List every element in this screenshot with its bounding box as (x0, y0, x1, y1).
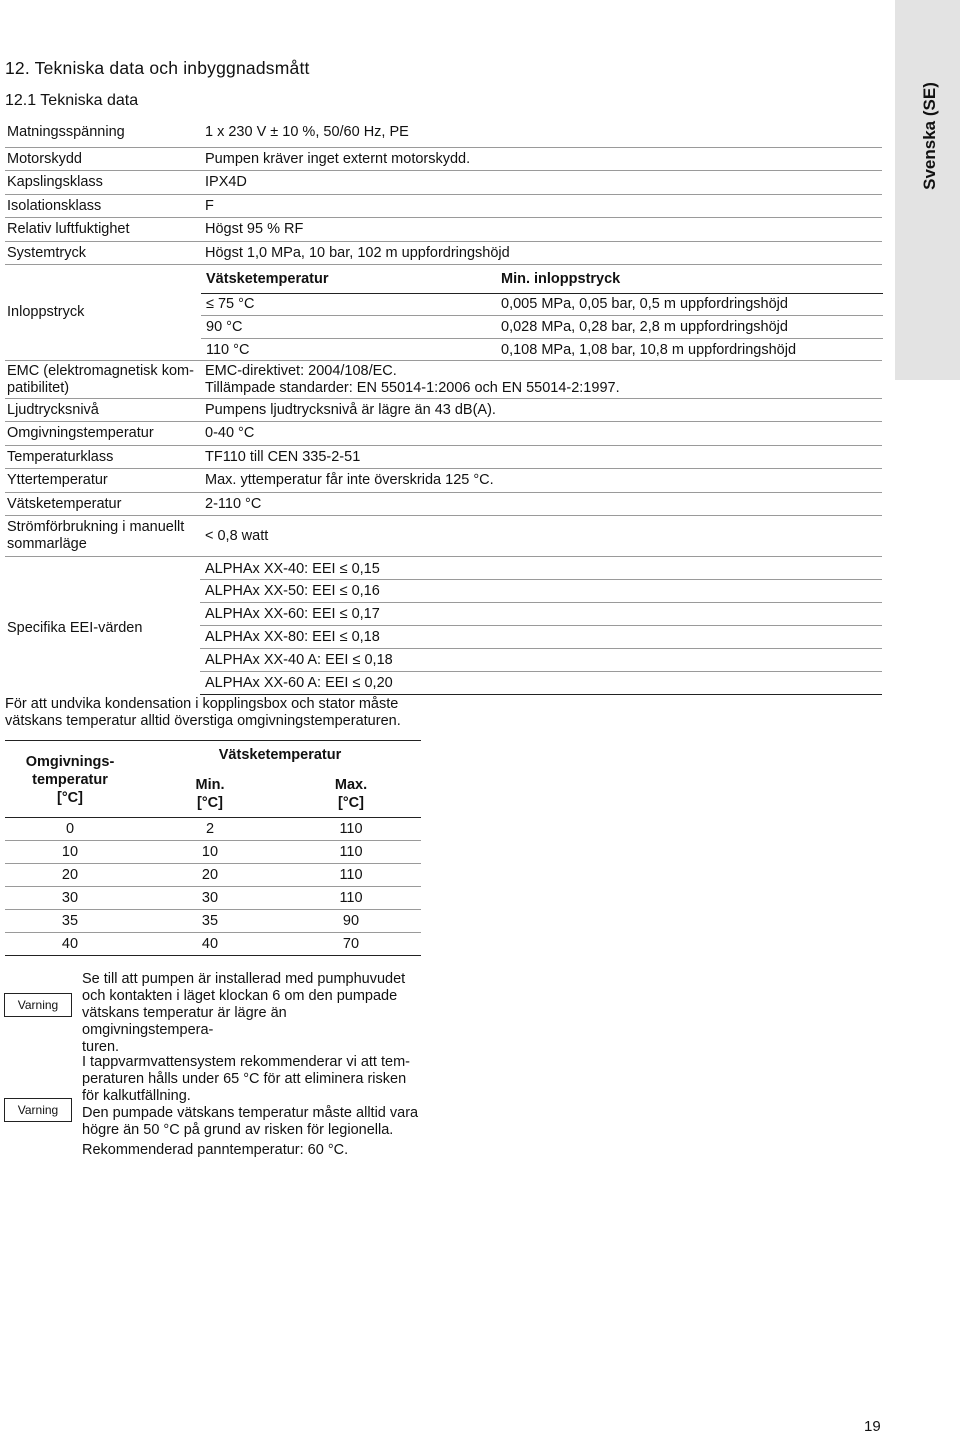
note-line: vätskans temperatur alltid överstiga omgivningstemperaturen. (5, 713, 401, 729)
max-cell: 110 (339, 890, 363, 906)
eei-row (200, 672, 882, 695)
spec-value: Tillämpade standarder: EN 55014-1:2006 och EN 55014-2:1997. (205, 380, 620, 396)
note-line: För att undvika kondensation i kopplingsbox och stator måste (5, 696, 399, 712)
spec-value: Max. yttemperatur får inte överskrida 125 °C. (205, 472, 494, 488)
spec-row-eei (5, 557, 882, 697)
spec-row-luftfukt (5, 218, 882, 242)
warning-line: I tappvarmvattensystem rekommenderar vi att tem- (82, 1054, 410, 1070)
page-number: 19 (864, 1418, 881, 1435)
warning-text (82, 1054, 422, 1159)
spec-row-strom (5, 516, 882, 557)
spec-row-tempklass (5, 446, 882, 469)
eei-value: ALPHAx XX-40 A: EEI ≤ 0,18 (205, 652, 393, 668)
spec-value: Pumpen kräver inget externt motorskydd. (205, 151, 471, 167)
warning-line: Rekommenderad panntemperatur: 60 °C. (82, 1142, 349, 1158)
header-text: [°C] (338, 795, 364, 811)
min-cell: 2 (205, 821, 215, 837)
min-cell: 20 (201, 867, 219, 883)
eei-list (200, 557, 882, 695)
spec-value: Högst 95 % RF (205, 221, 304, 237)
warning-line: och kontakten i läget klockan 6 om den pumpade (82, 988, 398, 1004)
spec-label: Specifika EEI-värden (7, 620, 143, 636)
min-cell: 30 (201, 890, 219, 906)
eei-value: ALPHAx XX-80: EEI ≤ 0,18 (205, 629, 380, 645)
spec-label: EMC (elektromagnetisk kom- (7, 363, 194, 379)
spec-label: sommarläge (7, 536, 87, 552)
spec-label: Ljudtrycksnivå (7, 402, 99, 418)
spec-label: Isolationsklass (7, 198, 102, 214)
eei-value: ALPHAx XX-60 A: EEI ≤ 0,20 (205, 675, 393, 691)
spec-row-ytter (5, 469, 882, 493)
section-heading: 12. Tekniska data och inbyggnadsmått (5, 58, 310, 78)
eei-row (200, 649, 882, 672)
condensation-note (5, 696, 401, 730)
eei-row (200, 603, 882, 626)
spec-row-matning (5, 124, 882, 148)
min-cell: 40 (201, 936, 219, 952)
min-cell: 10 (201, 844, 219, 860)
warning-line: Den pumpade vätskans temperatur måste alltid vara (82, 1105, 419, 1121)
spec-row-vatske (5, 493, 882, 516)
table-row (5, 933, 421, 956)
inlet-pressure: 0,005 MPa, 0,05 bar, 0,5 m uppfordringshöjd (501, 296, 788, 312)
inlet-col-pressure-header: Min. inloppstryck (501, 271, 621, 287)
spec-label: Kapslingsklass (7, 174, 103, 190)
warning-label-box: Varning (4, 1098, 72, 1122)
ambient-cell: 30 (61, 890, 79, 906)
subsection-heading: 12.1 Tekniska data (5, 92, 139, 109)
spec-label: Vätsketemperatur (7, 496, 122, 512)
warning-text (82, 971, 422, 1056)
header-text: Omgivnings- (25, 754, 115, 770)
spec-row-systemtryck (5, 242, 882, 265)
language-sidebar (895, 0, 960, 380)
spec-value: EMC-direktivet: 2004/108/EC. (205, 363, 397, 379)
max-cell: 70 (342, 936, 360, 952)
spec-label: Temperaturklass (7, 449, 114, 465)
liquid-temp-group-header: Vätsketemperatur (218, 747, 342, 763)
spec-row-emc (5, 361, 882, 399)
eei-row (200, 580, 882, 603)
spec-value: < 0,8 watt (205, 528, 269, 544)
language-label: Svenska (SE) (920, 82, 939, 190)
eei-value: ALPHAx XX-60: EEI ≤ 0,17 (205, 606, 380, 622)
spec-label: patibilitet) (7, 380, 70, 396)
header-text: Min. (195, 777, 225, 793)
spec-value: 1 x 230 V ± 10 %, 50/60 Hz, PE (205, 124, 409, 140)
eei-row (200, 626, 882, 649)
spec-label: Systemtryck (7, 245, 86, 261)
inlet-temp: 90 °C (206, 319, 243, 335)
spec-label: Yttertemperatur (7, 472, 108, 488)
spec-label: Inloppstryck (7, 304, 85, 320)
table-row (5, 841, 421, 864)
ambient-cell: 20 (61, 867, 79, 883)
max-cell: 110 (339, 821, 363, 837)
table-row (5, 818, 421, 841)
spec-row-omgivning (5, 422, 882, 446)
spec-label: Relativ luftfuktighet (7, 221, 130, 237)
warning-line: högre än 50 °C på grund av risken för legionella. (82, 1122, 394, 1138)
table-row (5, 864, 421, 887)
spec-value: 0-40 °C (205, 425, 255, 441)
spec-label: Strömförbrukning i manuellt (7, 519, 185, 535)
eei-value: ALPHAx XX-50: EEI ≤ 0,16 (205, 583, 380, 599)
spec-label: Omgivningstemperatur (7, 425, 154, 441)
header-text: [°C] (197, 795, 223, 811)
temperature-table (5, 740, 421, 956)
header-text: [°C] (57, 790, 83, 806)
spec-value: Högst 1,0 MPa, 10 bar, 102 m uppfordringshöjd (205, 245, 510, 261)
ambient-cell: 35 (61, 913, 79, 929)
table-row (5, 910, 421, 933)
spec-value: F (205, 198, 214, 214)
warning-line: för kalkutfällning. (82, 1088, 191, 1104)
spec-row-motorskydd (5, 148, 882, 171)
warning-line: peraturen hålls under 65 °C för att eliminera risken (82, 1071, 407, 1087)
warning-line: Se till att pumpen är installerad med pumphuvudet (82, 971, 406, 987)
eei-row (200, 557, 882, 580)
temperature-table-body (5, 818, 421, 956)
ambient-cell: 40 (61, 936, 79, 952)
header-text: Max. (334, 777, 368, 793)
spec-value: TF110 till CEN 335-2-51 (205, 449, 361, 465)
inlet-temp: 110 °C (206, 342, 250, 358)
inlet-row (201, 293, 883, 316)
spec-label: Matningsspänning (7, 124, 125, 140)
table-row (5, 887, 421, 910)
max-cell: 90 (342, 913, 360, 929)
spec-label: Motorskydd (7, 151, 82, 167)
spec-value: IPX4D (205, 174, 247, 190)
min-cell: 35 (201, 913, 219, 929)
temperature-table-header (5, 740, 421, 818)
inlet-header-row (201, 265, 883, 294)
min-temp-header (145, 776, 275, 812)
inlet-row (201, 316, 883, 339)
max-cell: 110 (339, 867, 363, 883)
inlet-pressure: 0,108 MPa, 1,08 bar, 10,8 m uppfordringshöjd (501, 342, 797, 358)
inlet-row (201, 339, 883, 359)
ambient-cell: 0 (65, 821, 75, 837)
warning-line: turen. (82, 1039, 120, 1055)
warning-line: vätskans temperatur är lägre än omgivningstempera- (82, 1005, 287, 1038)
eei-value: ALPHAx XX-40: EEI ≤ 0,15 (205, 561, 380, 577)
warning-label-box: Varning (4, 993, 72, 1017)
spec-row-ljud (5, 399, 882, 422)
spec-value: Pumpens ljudtrycksnivå är lägre än 43 dB(A). (205, 402, 496, 418)
max-temp-header (285, 776, 417, 812)
ambient-cell: 10 (61, 844, 79, 860)
spec-value: 2-110 °C (205, 496, 262, 512)
inlet-pressure-subtable (200, 265, 883, 359)
header-text: temperatur (32, 772, 108, 788)
inlet-temp: ≤ 75 °C (206, 296, 255, 312)
spec-row-kapsling (5, 171, 882, 195)
ambient-temp-header (5, 753, 135, 807)
spec-table (5, 124, 882, 697)
inlet-pressure: 0,028 MPa, 0,28 bar, 2,8 m uppfordringshöjd (501, 319, 788, 335)
max-cell: 110 (339, 844, 363, 860)
inlet-col-temp-header: Vätsketemperatur (206, 271, 329, 287)
spec-row-isolation (5, 195, 882, 218)
spec-row-inlopp (5, 265, 882, 361)
